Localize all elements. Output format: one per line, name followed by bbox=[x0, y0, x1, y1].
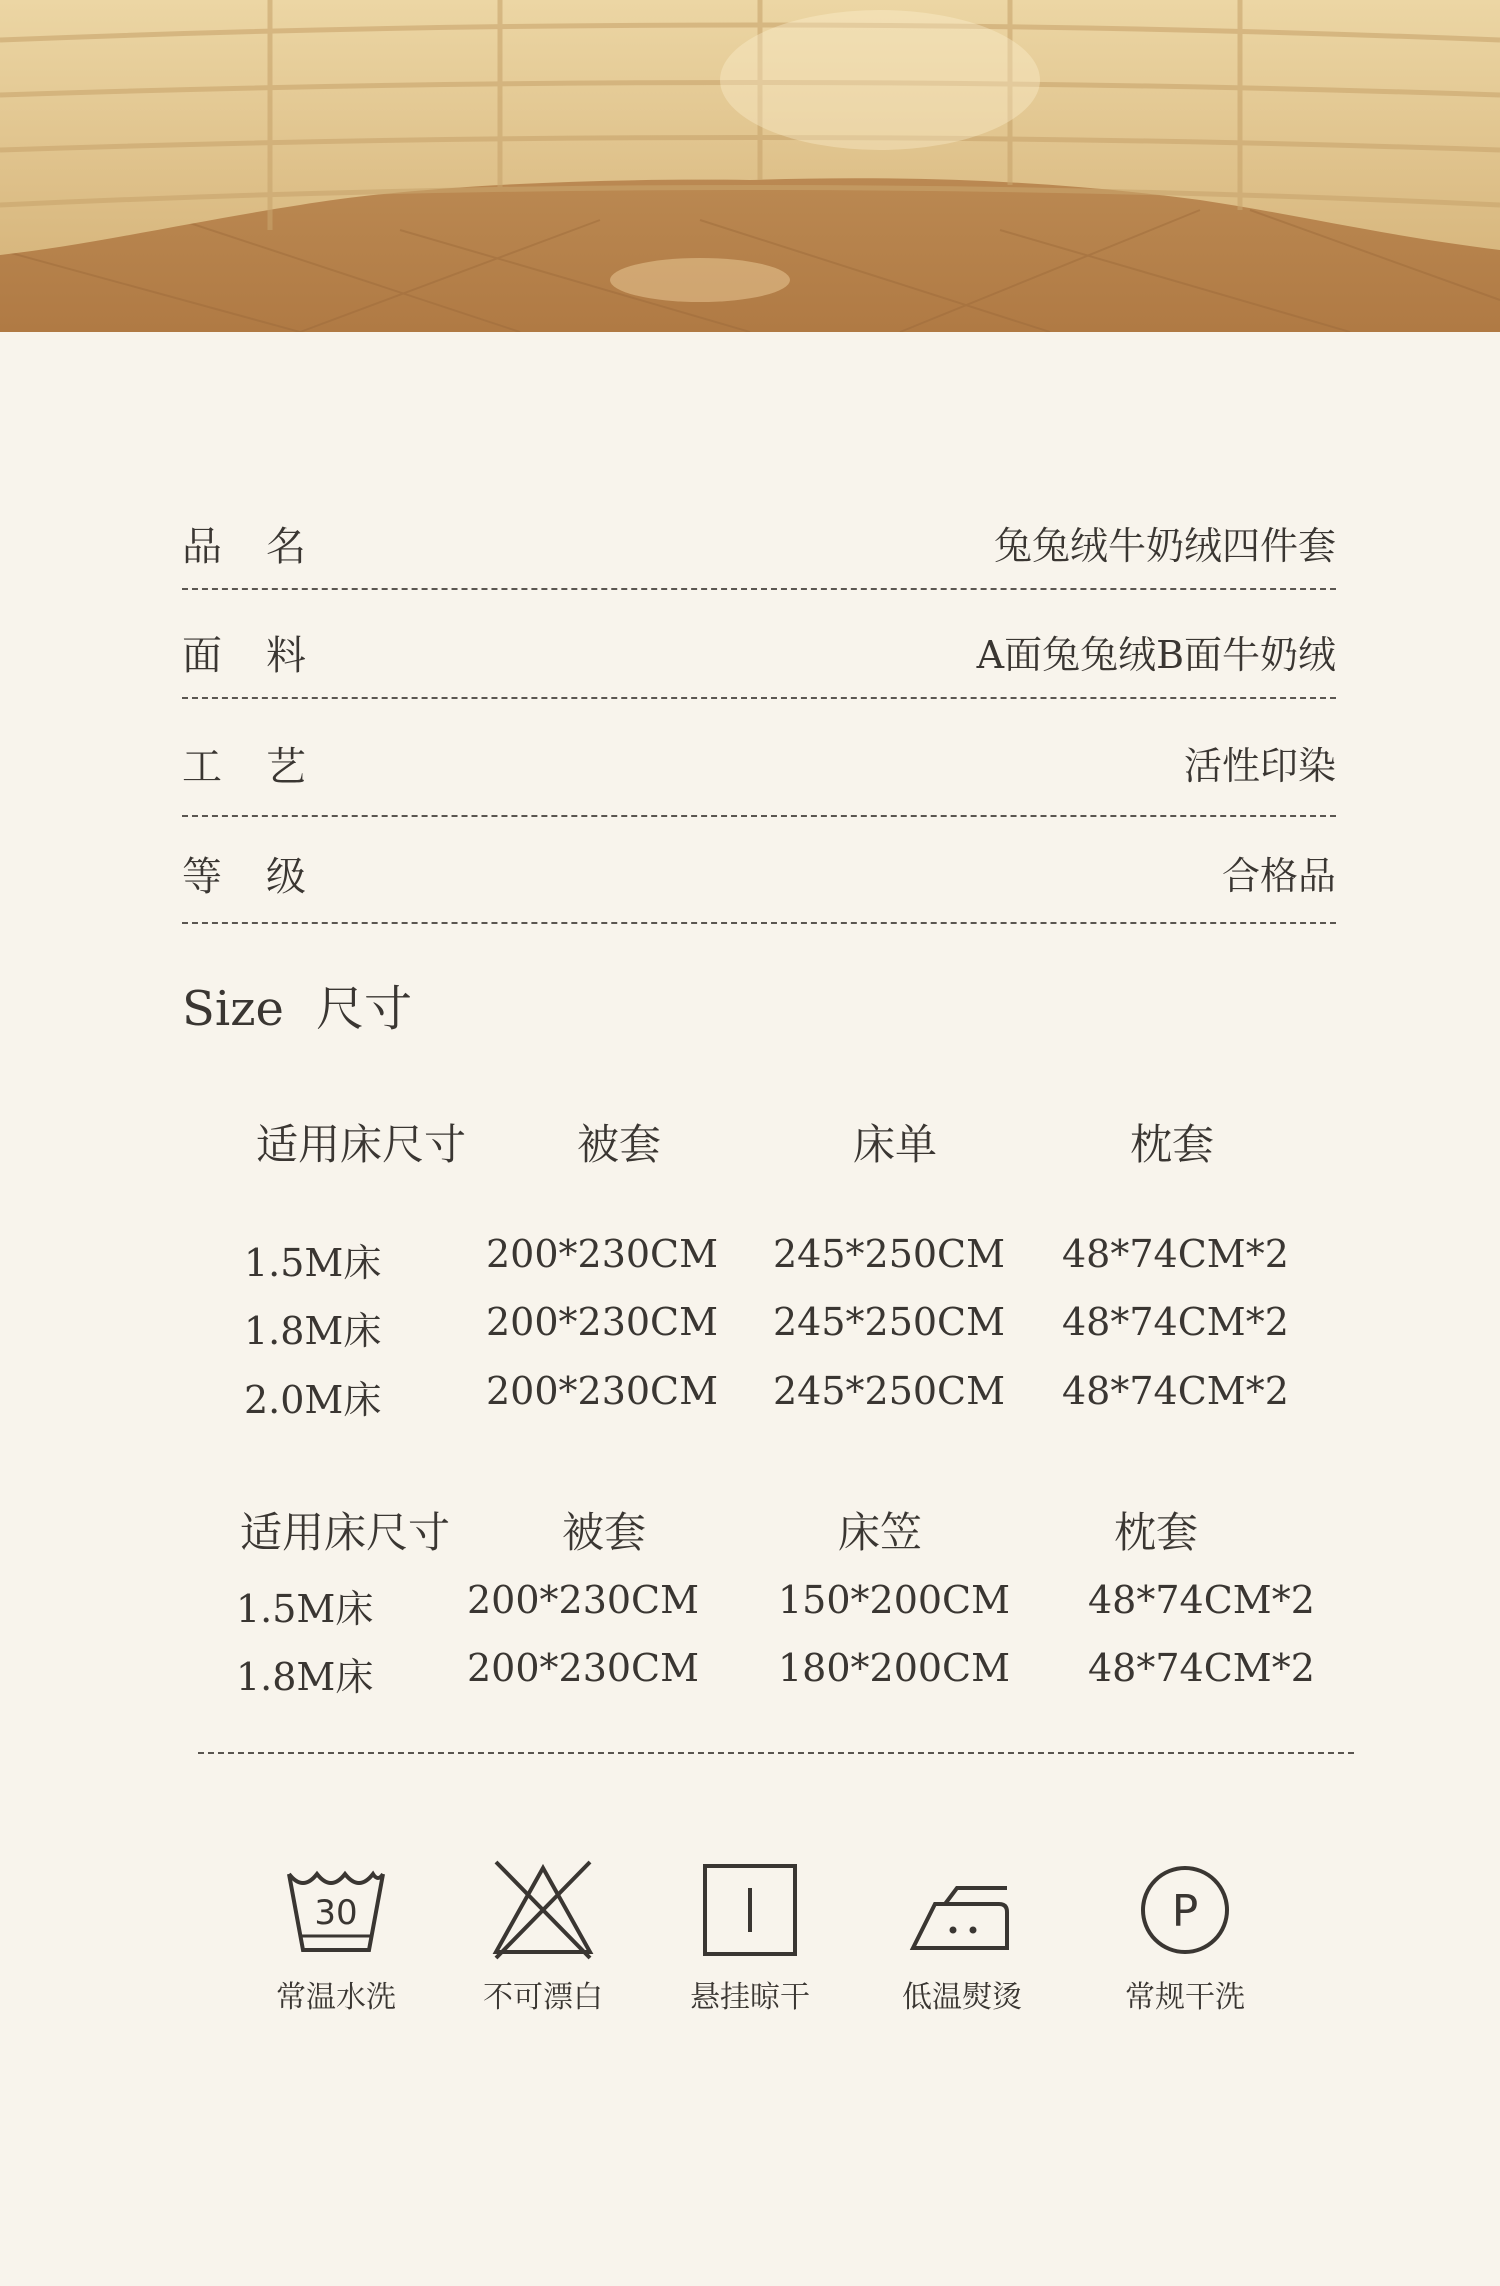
table-cell: 200*230CM bbox=[467, 1646, 700, 1690]
table-cell: 2.0M床 bbox=[244, 1378, 382, 1422]
care-item-no-bleach bbox=[453, 1860, 633, 2016]
wash-30-icon bbox=[281, 1860, 391, 1960]
spec-value-craft: 活性印染 bbox=[1183, 744, 1336, 788]
size-heading-cn: 尺寸 bbox=[315, 981, 412, 1037]
table-cell: 200*230CM bbox=[486, 1369, 719, 1413]
table-header: 适用床尺寸 bbox=[256, 1120, 467, 1169]
dry-clean-p-icon bbox=[1130, 1860, 1240, 1960]
spec-row-name bbox=[182, 515, 1336, 623]
table-cell: 200*230CM bbox=[486, 1300, 719, 1344]
spec-row-craft bbox=[182, 735, 1336, 843]
spec-label-fabric: 面料 bbox=[182, 633, 350, 679]
size-heading-en: Size bbox=[182, 981, 284, 1037]
table-cell: 1.8M床 bbox=[236, 1655, 374, 1699]
spec-label-craft: 工艺 bbox=[182, 744, 350, 790]
table-cell: 150*200CM bbox=[778, 1578, 1011, 1622]
care-label: 常规干洗 bbox=[1125, 1980, 1245, 2015]
dry-clean-letter: P bbox=[1171, 1886, 1199, 1937]
spec-value-fabric: A面兔兔绒B面牛奶绒 bbox=[976, 633, 1336, 677]
table-cell: 48*74CM*2 bbox=[1088, 1578, 1315, 1622]
table-cell: 245*250CM bbox=[773, 1369, 1006, 1413]
spec-value-grade: 合格品 bbox=[1221, 854, 1336, 898]
table-header: 枕套 bbox=[1130, 1120, 1215, 1169]
care-label: 悬挂晾干 bbox=[690, 1980, 810, 2015]
divider bbox=[182, 697, 1336, 699]
table-header: 床笠 bbox=[838, 1508, 923, 1557]
table-cell: 180*200CM bbox=[778, 1646, 1011, 1690]
table-cell: 1.5M床 bbox=[236, 1587, 374, 1631]
care-item-dry-clean bbox=[1095, 1860, 1275, 2016]
table-cell: 48*74CM*2 bbox=[1088, 1646, 1315, 1690]
table-cell: 48*74CM*2 bbox=[1062, 1369, 1289, 1413]
no-bleach-icon bbox=[488, 1860, 598, 1960]
table-header: 被套 bbox=[562, 1508, 647, 1557]
product-photo bbox=[0, 0, 1500, 332]
spec-label-name: 品名 bbox=[182, 524, 350, 570]
spec-row-fabric bbox=[182, 624, 1336, 732]
table-header: 枕套 bbox=[1114, 1508, 1199, 1557]
divider bbox=[198, 1752, 1354, 1754]
divider bbox=[182, 588, 1336, 590]
table-header: 被套 bbox=[577, 1120, 662, 1169]
care-item-wash bbox=[246, 1860, 426, 2016]
spec-value-name: 兔兔绒牛奶绒四件套 bbox=[993, 524, 1336, 568]
table-cell: 245*250CM bbox=[773, 1232, 1006, 1276]
care-item-hang-dry bbox=[660, 1860, 840, 2016]
size-heading bbox=[182, 970, 412, 1039]
hang-dry-icon bbox=[695, 1860, 805, 1960]
table-cell: 1.8M床 bbox=[244, 1309, 382, 1353]
table-cell: 200*230CM bbox=[486, 1232, 719, 1276]
table-cell: 245*250CM bbox=[773, 1300, 1006, 1344]
divider bbox=[182, 922, 1336, 924]
table-cell: 200*230CM bbox=[467, 1578, 700, 1622]
table-header: 床单 bbox=[853, 1120, 938, 1169]
spec-row-grade bbox=[182, 845, 1336, 953]
table-cell: 1.5M床 bbox=[244, 1241, 382, 1285]
table-cell: 48*74CM*2 bbox=[1062, 1300, 1289, 1344]
divider bbox=[182, 815, 1336, 817]
care-label: 常温水洗 bbox=[276, 1980, 396, 2015]
table-header: 适用床尺寸 bbox=[240, 1508, 451, 1557]
table-cell: 48*74CM*2 bbox=[1062, 1232, 1289, 1276]
care-label: 不可漂白 bbox=[483, 1980, 603, 2015]
low-iron-icon bbox=[907, 1860, 1017, 1960]
care-label: 低温熨烫 bbox=[902, 1980, 1022, 2015]
wash-temperature: 30 bbox=[314, 1893, 358, 1933]
care-item-iron bbox=[872, 1860, 1052, 2016]
spec-label-grade: 等级 bbox=[182, 854, 350, 900]
